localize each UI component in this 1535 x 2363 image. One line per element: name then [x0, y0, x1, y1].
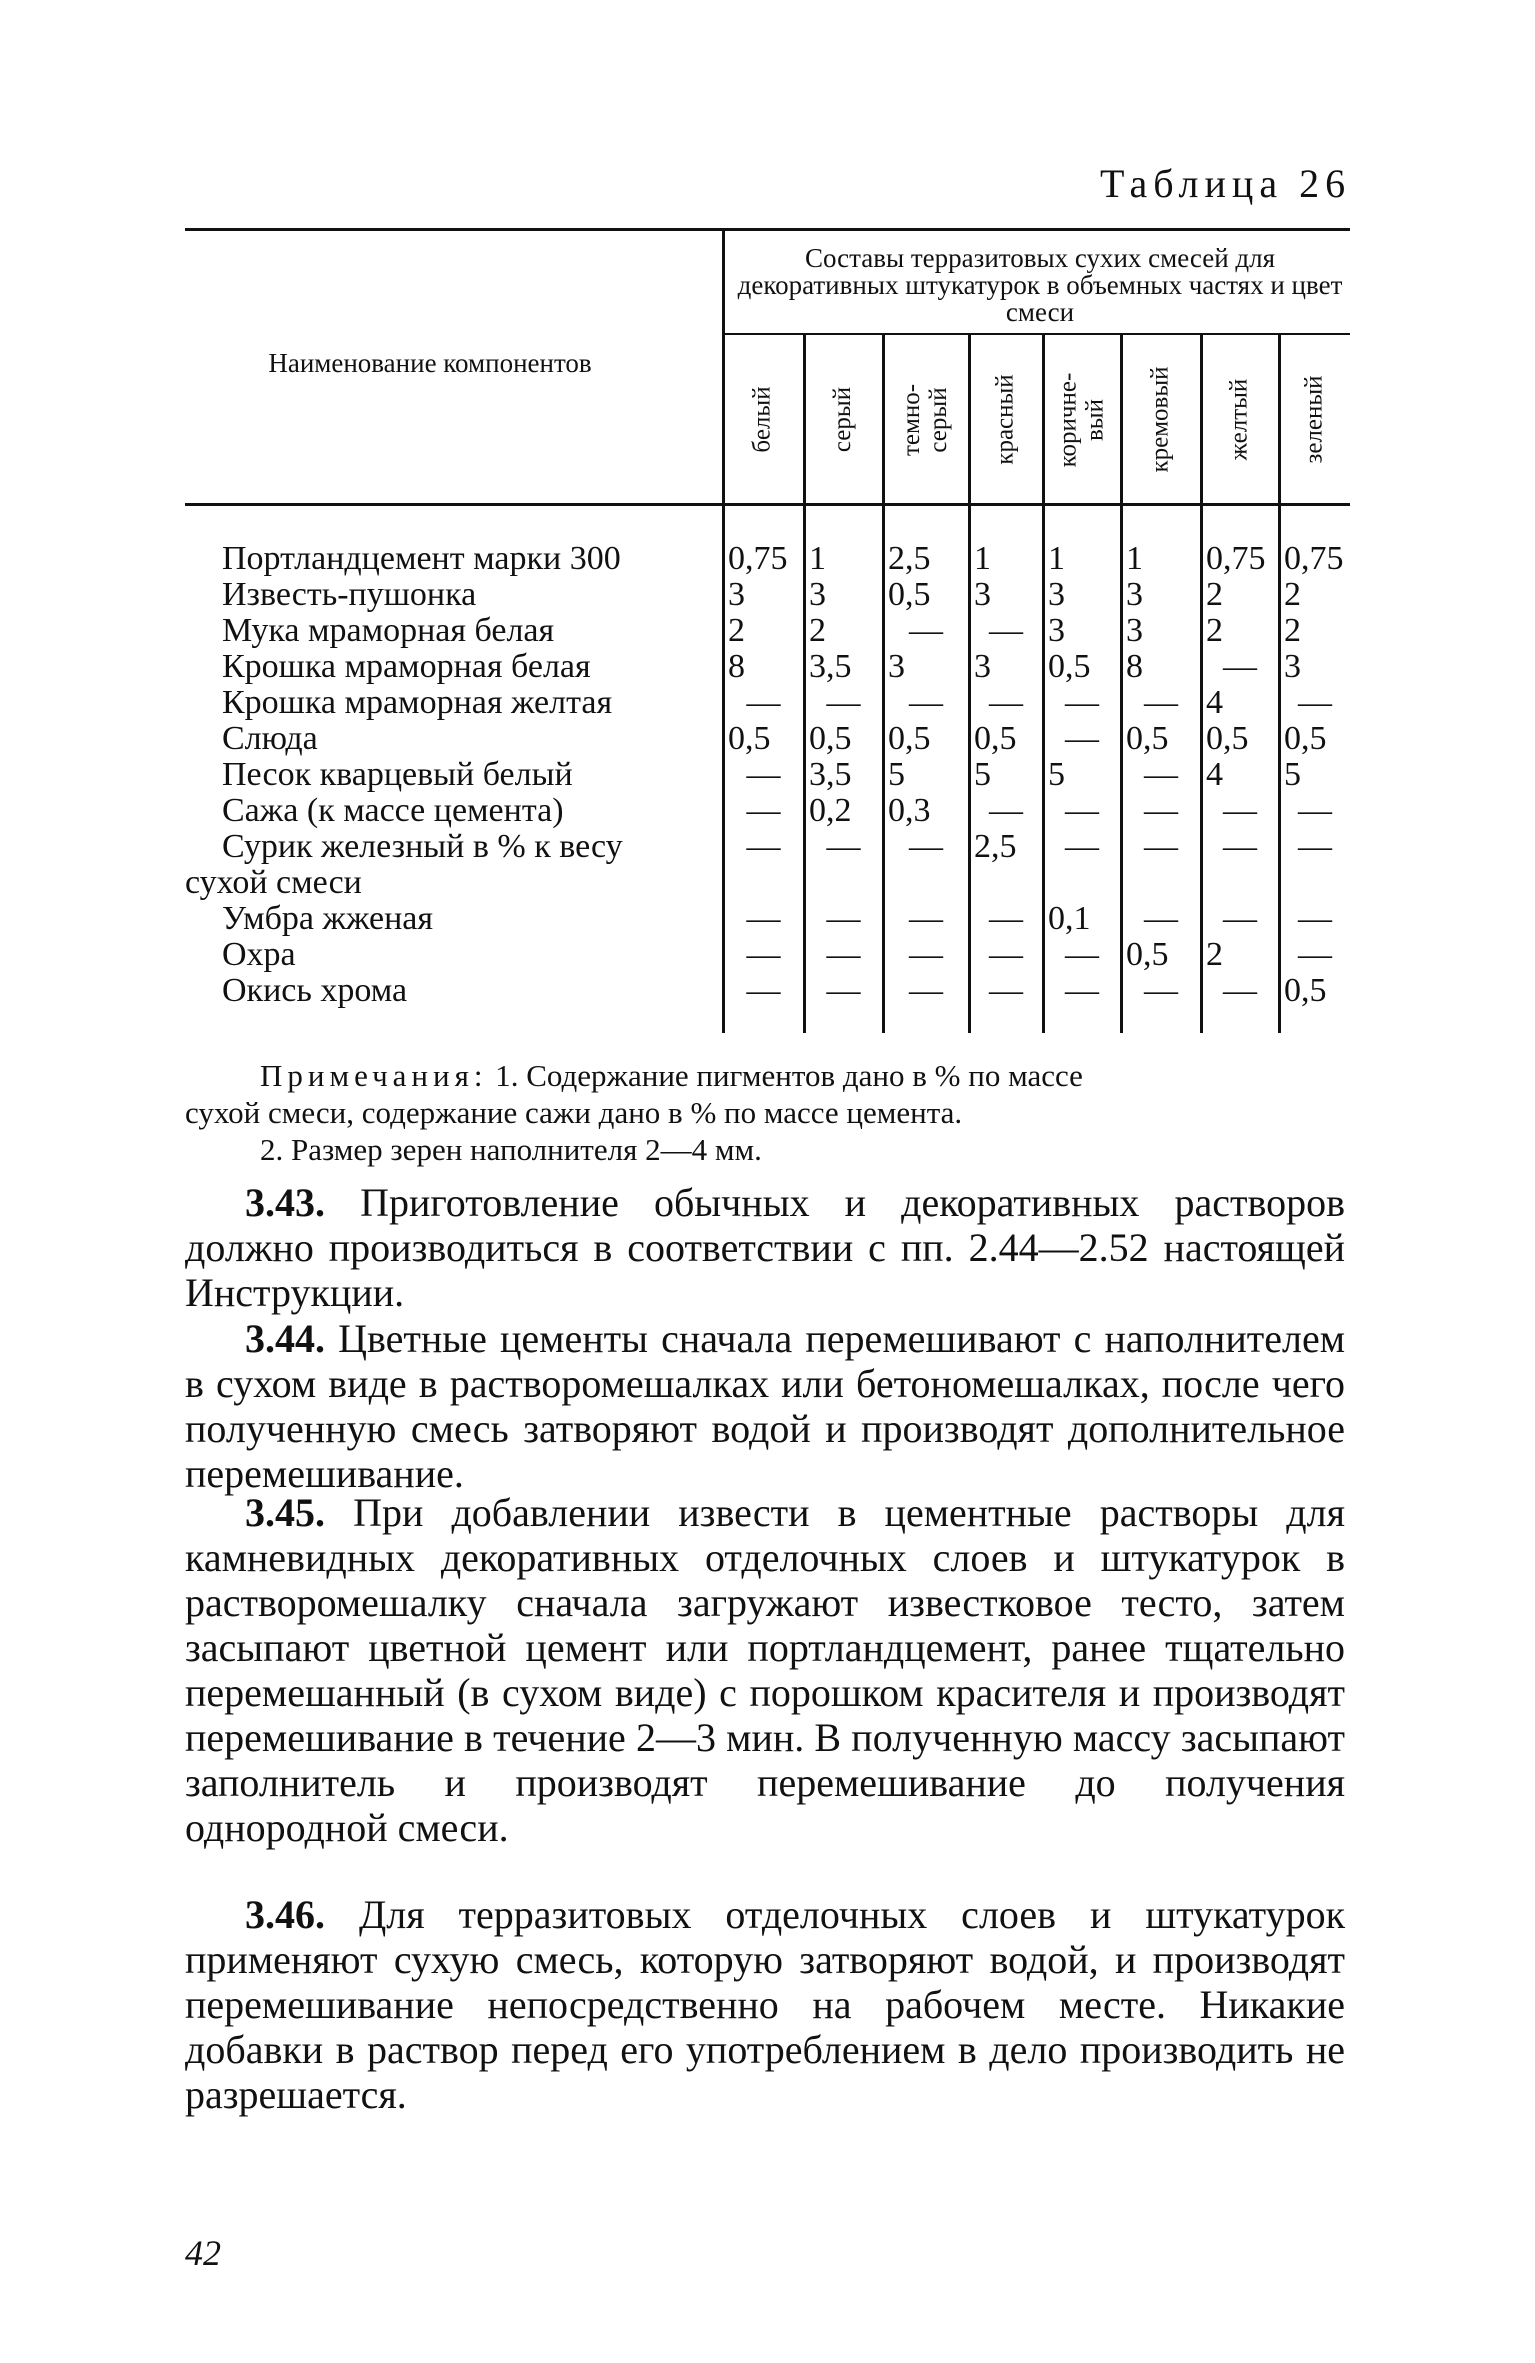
column-header-label: красный: [991, 374, 1019, 465]
table-cell: —: [1223, 900, 1257, 937]
table-cell: 0,5: [974, 720, 1017, 757]
table-cell: 0,5: [1284, 972, 1327, 1009]
group-header-rule: [722, 333, 1350, 335]
paragraph-3-43: [185, 1180, 1345, 1315]
column-header-label: зеленый: [1300, 375, 1328, 464]
table-cell: —: [1298, 684, 1332, 721]
table-cell: 0,5: [1126, 936, 1169, 973]
table-cell: —: [1298, 828, 1332, 865]
table-cell: 0,2: [809, 792, 852, 829]
row-label: Сурик железный в % к весу: [222, 828, 623, 865]
table-cell: 0,75: [1206, 540, 1266, 577]
table-cell: —: [989, 972, 1023, 1009]
table-cell: —: [1144, 828, 1178, 865]
table-cell: 1: [1126, 540, 1143, 577]
table-cell: —: [989, 612, 1023, 649]
table-cell: —: [746, 792, 781, 829]
notes-line-2: сухой смеси, содержание сажи дано в % по массе цемента.: [185, 1095, 963, 1130]
table-cell: —: [909, 900, 943, 937]
table-cell: —: [1223, 792, 1257, 829]
table-cell: 0,5: [1284, 720, 1327, 757]
table-cell: 1: [809, 540, 826, 577]
column-divider: [1042, 333, 1045, 1033]
table-cell: 0,5: [728, 720, 771, 757]
paragraph-3-46: [185, 1892, 1345, 2117]
paragraph-number: 3.45.: [245, 1490, 325, 1535]
table-cell: 3,5: [809, 756, 852, 793]
table-cell: 3: [974, 648, 991, 685]
column-divider: [882, 333, 885, 1033]
table-cell: —: [989, 900, 1023, 937]
table-cell: —: [909, 972, 943, 1009]
column-header-label: темно- серый: [897, 383, 952, 456]
table-cell: 8: [728, 648, 745, 685]
table-cell: 2,5: [974, 828, 1017, 865]
table-cell: —: [909, 936, 943, 973]
column-divider: [1278, 333, 1281, 1033]
notes-text-1: 1. Содержание пигментов дано в % по массе: [495, 1058, 1083, 1093]
table-cell: 3,5: [809, 648, 852, 685]
page-number: 42: [185, 2233, 221, 2273]
table-cell: 8: [1126, 648, 1143, 685]
paragraph-3-44: [185, 1316, 1345, 1496]
row-label-continuation: сухой смеси: [185, 864, 362, 901]
table-cell: 2,5: [888, 540, 931, 577]
row-label: Умбра жженая: [222, 900, 434, 937]
table-cell: 1: [974, 540, 991, 577]
table-cell: 2: [1284, 576, 1301, 613]
column-divider: [1200, 333, 1203, 1033]
paragraph-number: 3.44.: [245, 1316, 325, 1361]
table-cell: 2: [809, 612, 826, 649]
table-cell: 5: [1284, 756, 1301, 793]
paragraph-number: 3.46.: [245, 1892, 325, 1937]
table-cell: 5: [974, 756, 991, 793]
table-cell: 0,5: [1126, 720, 1169, 757]
table-cell: —: [909, 612, 943, 649]
column-header: [1278, 342, 1350, 497]
paragraph-text: При добавлении извести в цементные растворы для камневидных декоративных отделочных слоев и штукатурок в растворомешалку сначала загружают известковое тесто, затем засыпают цветной цемент или портландцемент, ранее тщательно перемешанный (в сухом виде) с порошком красителя и производят перемешивание в течение 2—3 мин. В полученную массу засыпают заполнитель и производят перемешивание до получения однородной смеси.: [185, 1490, 1346, 1850]
table-cell: 2: [1284, 612, 1301, 649]
column-header-label: кремовый: [1146, 366, 1174, 473]
table-cell: 4: [1206, 756, 1223, 793]
table-cell: —: [1144, 900, 1178, 937]
row-label: Сажа (к массе цемента): [222, 792, 564, 829]
table-cell: —: [746, 828, 781, 865]
table-cell: 0,75: [728, 540, 788, 577]
row-label: Крошка мраморная желтая: [222, 684, 613, 721]
table-cell: —: [989, 792, 1023, 829]
table-cell: 5: [888, 756, 905, 793]
table-cell: —: [989, 684, 1023, 721]
table-cell: —: [1065, 828, 1099, 865]
column-divider: [1120, 333, 1123, 1033]
table-cell: 0,5: [888, 576, 931, 613]
table-cell: 3: [728, 576, 745, 613]
table-cell: 2: [1206, 612, 1223, 649]
table-cell: —: [826, 936, 861, 973]
table-cell: 0,5: [1206, 720, 1249, 757]
paragraph-text: Приготовление обычных и декоративных растворов должно производиться в соответствии с пп. 2.44—2.52 настоящей Инструкции.: [185, 1180, 1346, 1315]
table-cell: —: [1298, 792, 1332, 829]
notes-line-1: [260, 1058, 1083, 1094]
table-cell: —: [909, 828, 943, 865]
table-cell: —: [746, 684, 781, 721]
table-cell: 2: [1206, 936, 1223, 973]
paragraph-3-45: [185, 1490, 1345, 1850]
table-cell: —: [746, 756, 781, 793]
notes-title: Примечания:: [260, 1058, 488, 1093]
row-label: Слюда: [222, 720, 318, 757]
table-cell: —: [1065, 936, 1099, 973]
paragraph-text: Для терразитовых отделочных слоев и штукатурок применяют сухую смесь, которую затворяют водой, и производят перемешивание непосредственно на рабочем месте. Никакие добавки в раствор перед его употреблением в дело производить не разрешается.: [185, 1892, 1346, 2117]
column-header: [882, 342, 968, 497]
column-header: [968, 342, 1042, 497]
column-header: [1042, 342, 1120, 497]
table-cell: —: [1065, 972, 1099, 1009]
table-cell: —: [1065, 720, 1099, 757]
table-cell: —: [746, 936, 781, 973]
table-cell: —: [1223, 972, 1257, 1009]
component-header: Наименование компонентов: [268, 348, 592, 378]
table-cell: 3: [1048, 612, 1065, 649]
table-cell: —: [826, 900, 861, 937]
notes-line-3: 2. Размер зерен наполнителя 2—4 мм.: [260, 1132, 762, 1167]
column-divider: [968, 333, 971, 1033]
header-bottom-rule: [185, 503, 1350, 506]
column-header-label: белый: [748, 386, 776, 453]
table-cell: —: [1298, 936, 1332, 973]
table-cell: 0,3: [888, 792, 931, 829]
table-cell: —: [826, 972, 861, 1009]
table-cell: 0,5: [888, 720, 931, 757]
table-cell: —: [826, 684, 861, 721]
table-cell: —: [989, 936, 1023, 973]
group-header: Составы терразитовых сухих смесей для декоративных штукатурок в объемных частях и цвет смеси: [737, 243, 1343, 327]
column-header-label: серый: [829, 386, 856, 453]
table-cell: —: [1144, 684, 1178, 721]
column-divider: [803, 333, 806, 1033]
table-cell: 2: [728, 612, 745, 649]
table-cell: 3: [1048, 576, 1065, 613]
row-label: Песок кварцевый белый: [222, 756, 573, 793]
table-cell: —: [909, 684, 943, 721]
table-cell: 0,75: [1284, 540, 1344, 577]
table-cell: 3: [1126, 612, 1143, 649]
table-cell: 0,5: [809, 720, 852, 757]
table-cell: —: [1144, 756, 1178, 793]
table-cell: 0,1: [1048, 900, 1091, 937]
table-cell: 2: [1206, 576, 1223, 613]
table-cell: 3: [974, 576, 991, 613]
column-header-label: коричне- вый: [1054, 372, 1109, 467]
table-cell: —: [1065, 684, 1099, 721]
table-caption: Таблица 26: [1100, 161, 1352, 206]
column-header: [1200, 342, 1278, 497]
table-cell: 1: [1048, 540, 1065, 577]
table-cell: 0,5: [1048, 648, 1091, 685]
table-cell: —: [1065, 792, 1099, 829]
row-label: Портландцемент марки 300: [222, 540, 621, 577]
row-label: Известь-пушонка: [222, 576, 477, 613]
table-top-rule: [185, 228, 1350, 231]
column-header: [803, 342, 882, 497]
table-cell: —: [746, 900, 781, 937]
table-cell: —: [1223, 828, 1257, 865]
table-cell: 3: [1126, 576, 1143, 613]
table-cell: 3: [888, 648, 905, 685]
paragraph-text: Цветные цементы сначала перемешивают с наполнителем в сухом виде в растворомешалках или бетономешалках, после чего полученную смесь затворяют водой и производят дополнительное перемешивание.: [185, 1316, 1346, 1496]
table-cell: —: [826, 828, 861, 865]
column-header-label: желтый: [1225, 378, 1253, 461]
column-header: [1120, 342, 1200, 497]
column-divider: [722, 228, 725, 1033]
table-cell: —: [1298, 900, 1332, 937]
row-label: Охра: [222, 936, 296, 973]
table-cell: 3: [1284, 648, 1301, 685]
table-cell: —: [746, 972, 781, 1009]
row-label: Крошка мраморная белая: [222, 648, 591, 685]
column-header: [722, 342, 803, 497]
table-cell: 5: [1048, 756, 1065, 793]
table-cell: —: [1223, 648, 1257, 685]
table-cell: 4: [1206, 684, 1223, 721]
table-cell: —: [1144, 972, 1178, 1009]
row-label: Мука мраморная белая: [222, 612, 555, 649]
table-cell: —: [1144, 792, 1178, 829]
table-cell: 3: [809, 576, 826, 613]
paragraph-number: 3.43.: [245, 1180, 325, 1225]
row-label: Окись хрома: [222, 972, 408, 1009]
